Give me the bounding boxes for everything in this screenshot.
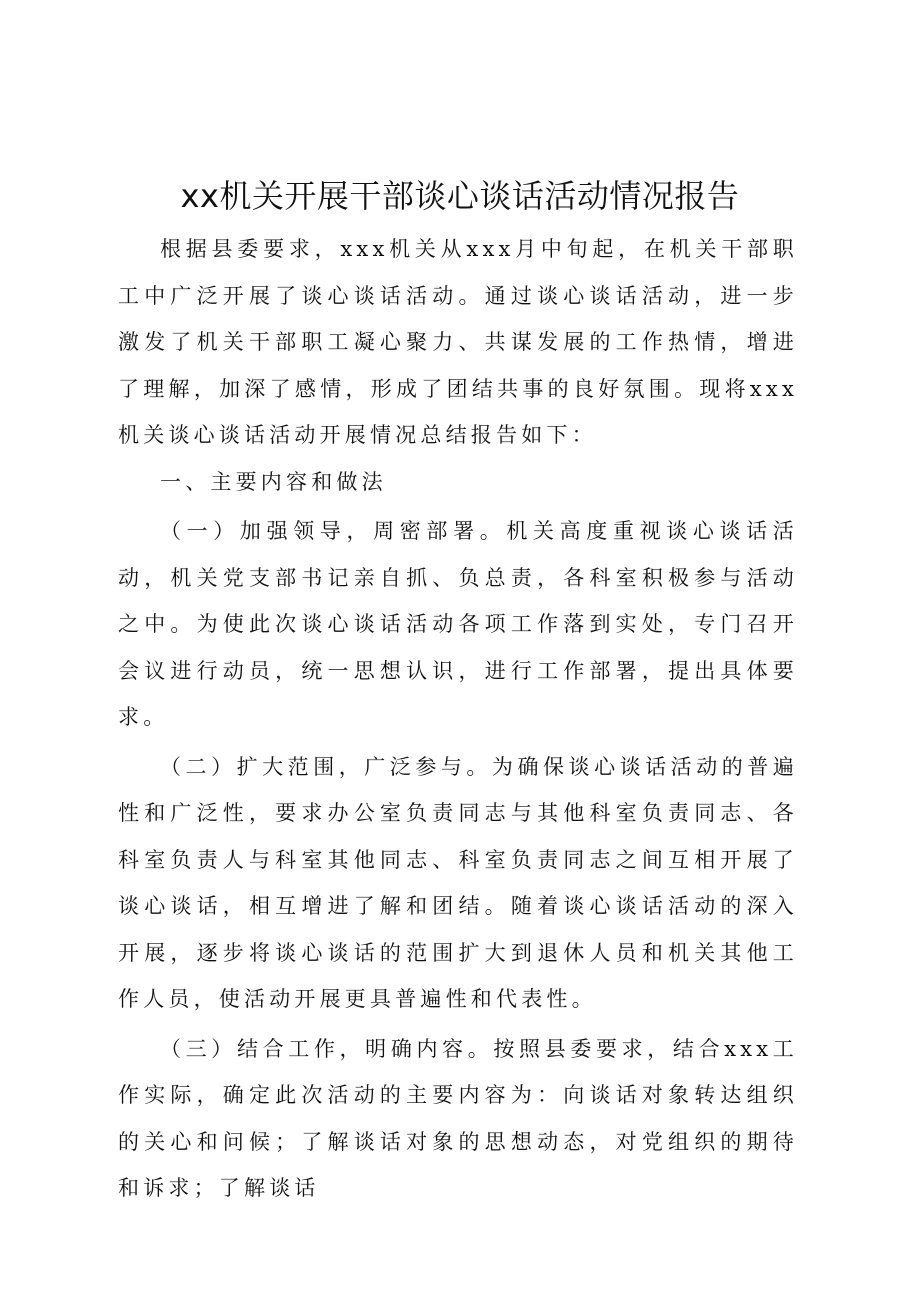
document-title: xx机关开展干部谈心谈话活动情况报告 [180,177,740,215]
subsection-paragraph-3: （三）结合工作，明确内容。按照县委要求，结合xxx工作实际，确定此次活动的主要内容为：向谈话对象转达组织的关心和问候；了解谈话对象的思想动态，对党组织的期待和诉求；了解谈话 [118,1036,798,1200]
document-body [118,226,798,1212]
intro-paragraph: 根据县委要求，xxx机关从xxx月中旬起，在机关干部职工中广泛开展了谈心谈话活动。通过谈心谈话活动，进一步激发了机关干部职工凝心聚力、共谋发展的工作热情，增进了理解，加深了感情，形成了团结共事的良好氛围。现将xxx机关谈心谈话活动开展情况总结报告如下： [118,237,798,447]
subsection-paragraph-2: （二）扩大范围，广泛参与。为确保谈心谈话活动的普遍性和广泛性，要求办公室负责同志与其他科室负责同志、各科室负责人与科室其他同志、科室负责同志之间互相开展了谈心谈话，相互增进了解和团结。随着谈心谈话活动的深入开展，逐步将谈心谈话的范围扩大到退休人员和机关其他工作人员，使活动开展更具普遍性和代表性。 [118,754,798,1011]
section-heading: 一、主要内容和做法 [160,469,387,494]
subsection-paragraph-1: （一）加强领导，周密部署。机关高度重视谈心谈话活动，机关党支部书记亲自抓、负总责，各科室积极参与活动之中。为使此次谈心谈话活动各项工作落到实处，专门召开会议进行动员，统一思想认识，进行工作部署，提出具体要求。 [118,519,798,729]
